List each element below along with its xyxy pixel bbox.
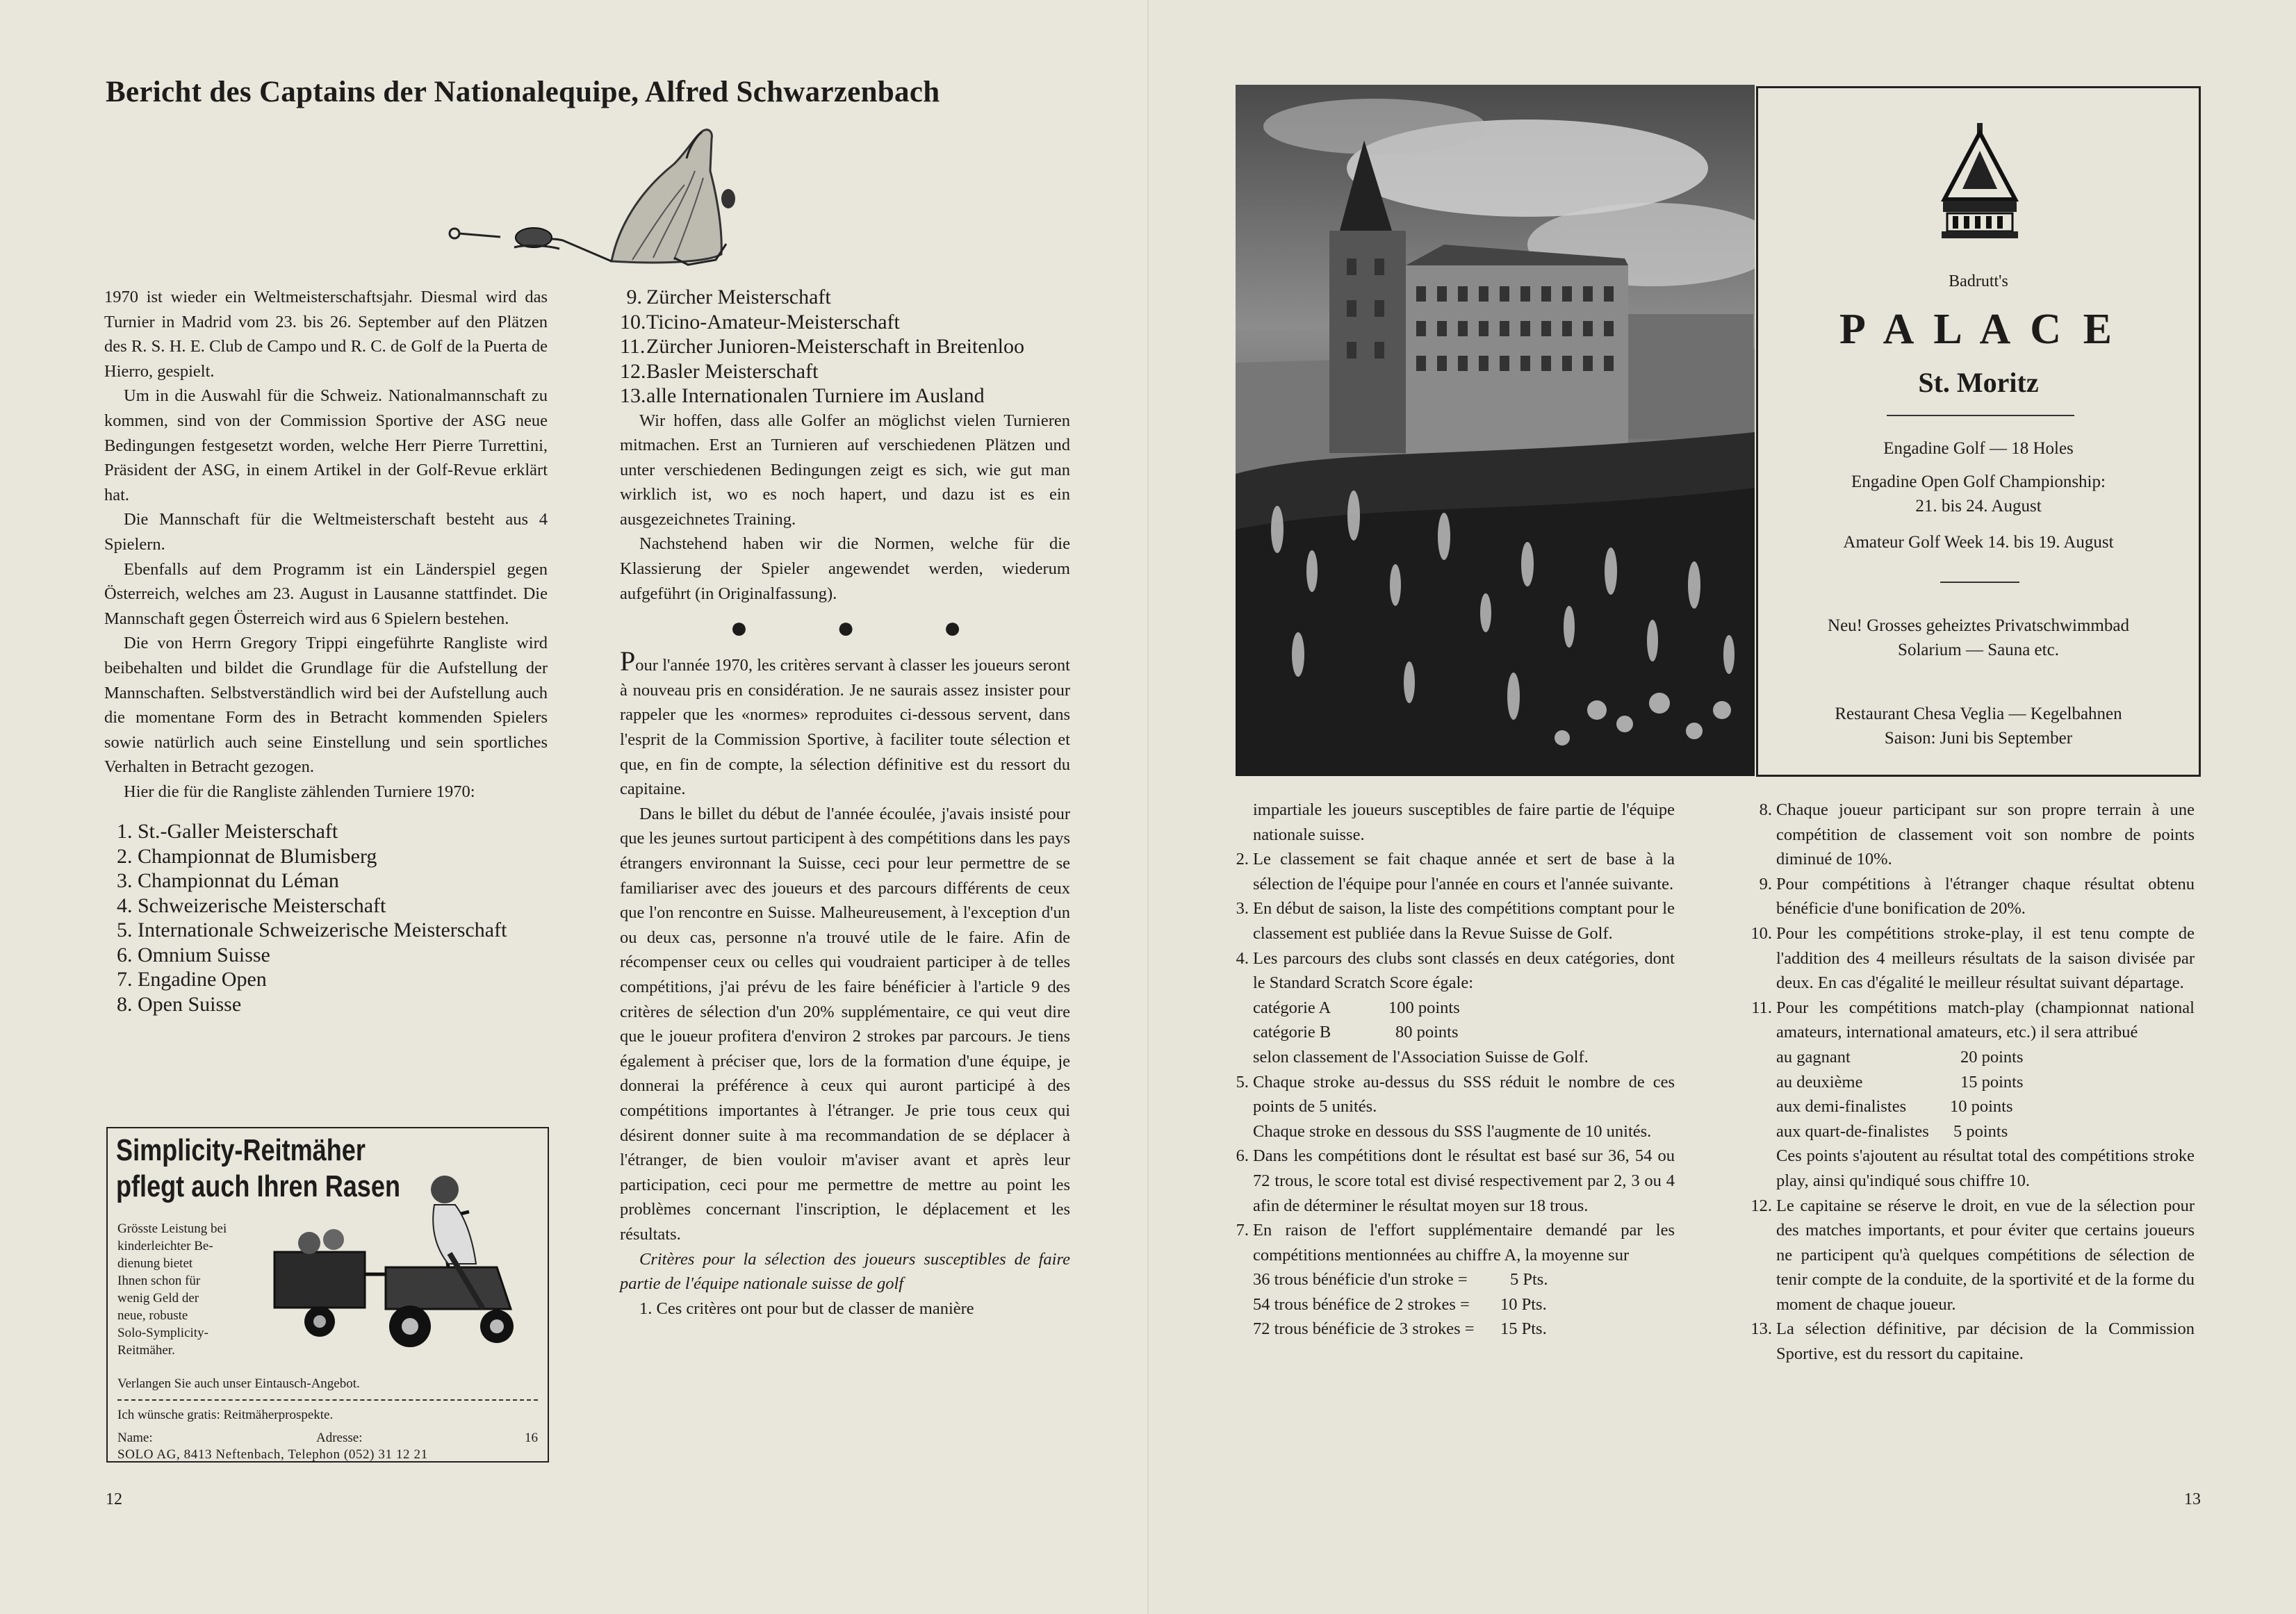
criteria-item: 12. Le capitaine se réserve le droit, en vue de la sélection pour des matches importants, et pour éviter que certains joueurs ne participent qu'à quelques compétitions de sélection de tenir compte de la conduite, de la sportivité et de la forme du moment de chaque joueur. — [1750, 1196, 2195, 1314]
criteria-item: 2. Le classement se fait chaque année et sert de base à la sélection de l'équipe pour l'année en cours et l'année suivante. — [1236, 850, 1675, 894]
golf-info: Engadine Golf — 18 Holes — [1883, 439, 2074, 458]
hotel-name: P A L A C E — [1839, 306, 2117, 353]
list-item: 2. Championnat de Blumisberg — [117, 844, 377, 868]
criteria-item: impartiale les joueurs susceptibles de faire partie de l'équipe nationale suisse. — [1253, 800, 1675, 844]
paragraph: 1970 ist wieder ein Weltmeisterschaftsjahr. Diesmal wird das Turnier in Madrid vom 23. bis 26. September auf den Plätzen des R. S. H. E. Club de Campo und R. C. de Golf de la Puerta de Hierro, gespielt. — [104, 288, 548, 381]
criteria-column-b — [1743, 798, 2195, 1367]
tournament-list-continued — [620, 285, 1070, 409]
separator-dots: ● ● ● — [730, 611, 1002, 645]
list-item: 11.Zürcher Junioren-Meisterschaft in Breitenloo — [620, 335, 1024, 358]
coupon-address-label: Adresse: — [316, 1431, 363, 1445]
amateur-week: Amateur Golf Week 14. bis 19. August — [1843, 533, 2114, 552]
list-item: 7. Engadine Open — [117, 968, 267, 991]
table-row: catégorie B 80 points — [1253, 1023, 1459, 1042]
criteria-item: 11. Pour les compétitions match-play (championnat national amateurs, international amateurs, etc.) il sera attribué — [1751, 998, 2195, 1042]
list-item: 6. Omnium Suisse — [117, 943, 270, 966]
criteria-item: 13. La sélection définitive, par décision de la Commission Sportive, est du ressort du capitaine. — [1750, 1319, 2195, 1364]
mower-advertisement — [106, 1127, 549, 1463]
hotel-owner: Badrutt's — [1949, 272, 2008, 290]
criteria-item: 4. Les parcours des clubs sont classés en deux catégories, dont le Standard Scratch Score égale: — [1236, 948, 1675, 993]
paragraph: Hier die für die Rangliste zählenden Turniere 1970: — [124, 782, 475, 801]
bonus-table — [1227, 1267, 1675, 1342]
criteria-item: Chaque stroke en dessous du SSS l'augmente de 10 unités. — [1253, 1121, 1652, 1141]
table-row: aux demi-finalistes 10 points — [1776, 1097, 2013, 1117]
list-item: 9. Zürcher Meisterschaft — [626, 286, 831, 308]
paragraph: Pour l'année 1970, les critères servant à classer les joueurs seront à nouveau pris en considération. Je ne saurais assez insister pour rappeler que les «normes» reproduites ci-dessous servent, dans l'esprit de la Commission Sportive, à faciliter toute sélection et que, en fin de compte, la sélection définitive est du ressort du capitaine. — [620, 645, 1070, 799]
page-number: 12 — [106, 1490, 122, 1508]
coupon-ref: 16 — [525, 1431, 538, 1445]
criteria-item: 10. Pour les compétitions stroke-play, il est tenu compte de l'addition des 4 meilleurs résultats de la saison divisée par deux. En cas d'égalité le meilleur résultat suivant départage. — [1750, 923, 2195, 993]
palace-tower-logo — [1940, 123, 2019, 241]
category-table — [1227, 996, 1675, 1070]
paragraph: Nachstehend haben wir die Normen, welche für die Klassierung der Spieler angewendet werden, wiederum aufgeführt (in Originalfassung). — [620, 534, 1070, 603]
article-title: Bericht des Captains der Nationalequipe, Alfred Schwarzenbach — [106, 76, 940, 108]
table-row: aux quart-de-finalistes 5 points — [1776, 1121, 2008, 1141]
paragraph: Ebenfalls auf dem Programm ist ein Länderspiel gegen Österreich, welches am 23. August in Lausanne stattfindet. Die Mannschaft gegen Österreich wird aus 6 Spielern bestehen. — [104, 559, 548, 628]
matchplay-table — [1743, 1045, 2195, 1144]
paragraph: 1. Ces critères ont pour but de classer de manière — [639, 1299, 974, 1318]
right-page — [1149, 0, 2296, 1614]
criteria-heading: Critères pour la sélection des joueurs susceptibles de faire partie de l'équipe nationale suisse de golf — [620, 1249, 1070, 1294]
criteria-item: 7. En raison de l'effort supplémentaire demandé par les compétitions mentionnées au chiffre A, la moyenne sur — [1236, 1221, 1675, 1265]
page-number: 13 — [2184, 1490, 2201, 1508]
lawn-tractor-image — [268, 1170, 539, 1378]
criteria-item: 3. En début de saison, la liste des compétitions comptant pour le classement est publiée dans la Revue Suisse de Golf. — [1236, 899, 1675, 943]
table-row: 36 trous bénéficie d'un stroke = 5 Pts. — [1253, 1270, 1548, 1290]
company-line: SOLO AG, 8413 Neftenbach, Telephon (052) 31 12 21 — [117, 1447, 428, 1462]
paragraph: Die von Herrn Gregory Trippi eingeführte Rangliste wird beibehalten und bildet die Grundlage für die Aufstellung der Mannschaften. Selbstverständlich wird bei der Aufstellung auch die momentane Form des in Betracht kommenden Spielers sowie natürlich auch seine Einstellung und sein sportliches Verhalten in Betracht gezogen. — [104, 634, 548, 777]
open-championship: Engadine Open Golf Championship: — [1851, 472, 2106, 491]
column-2 — [620, 285, 1070, 1321]
ad-body: Grösste Leistung bei kinderleichter Be- dienung bietet Ihnen schon für wenig Geld der neue, robuste Solo-Symplicity- Reitmäher. — [117, 1221, 227, 1358]
column-1 — [104, 285, 548, 1016]
list-item: 1. St.-Galler Meisterschaft — [117, 820, 338, 843]
criteria-item: 9. Pour compétitions à l'étranger chaque résultat obtenu bénéficie d'une bonification de 20%. — [1759, 874, 2195, 919]
criteria-item: 5. Chaque stroke au-dessus du SSS réduit le nombre de ces points de 5 unités. — [1236, 1072, 1675, 1117]
coupon-name-label: Name: — [117, 1431, 153, 1445]
list-item: 10.Ticino-Amateur-Meisterschaft — [620, 310, 900, 333]
table-row: 54 trous bénéfice de 2 strokes = 10 Pts. — [1253, 1294, 1547, 1314]
criteria-item: 8. Chaque joueur participant sur son propre terrain à une compétition de classement voit son nombre de points diminué de 10%. — [1759, 800, 2195, 869]
list-item: 13.alle Internationalen Turniere im Ausland — [620, 384, 985, 407]
ad-headline: Simplicity-Reitmäher pflegt auch Ihren Rasen — [116, 1133, 400, 1203]
divider — [1887, 415, 2074, 416]
coupon-text: Ich wünsche gratis: Reitmäherprospekte. — [117, 1408, 334, 1422]
paragraph: Um in die Auswahl für die Schweiz. Nationalmannschaft zu kommen, sind von der Commission Sportive der ASG neue Bedingungen festgesetzt worden, welche Herr Pierre Turrettini, Präsident der ASG, in einem Artikel in der Golf-Revue erklärt hat. — [104, 386, 548, 504]
coupon-divider — [117, 1399, 538, 1401]
list-item: 8. Open Suisse — [117, 992, 242, 1016]
category-note: selon classement de l'Association Suisse de Golf. — [1253, 1047, 1589, 1067]
hotel-advertisement — [1756, 86, 2201, 777]
ad-offer: Verlangen Sie auch unser Eintausch-Angebot. — [117, 1376, 360, 1391]
spa-info: Solarium — Sauna etc. — [1898, 641, 2059, 659]
list-item: 12.Basler Meisterschaft — [620, 359, 819, 383]
golfer-illustration — [445, 122, 737, 272]
divider — [1940, 582, 2019, 583]
paragraph: Wir hoffen, dass alle Golfer an möglichst vielen Turnieren mitmachen. Erst an Turnieren auf verschiedenen Plätzen und unter verschiedenen Bedingungen zeigt es sich, wie gut man wirklich ist, wo es noch hapert, und dazu ist es ein ausgezeichnetes Training. — [620, 411, 1070, 529]
table-row: 72 trous bénéficie de 3 strokes = 15 Pts. — [1253, 1319, 1547, 1339]
hotel-photo — [1236, 85, 1755, 776]
restaurant-info: Restaurant Chesa Veglia — Kegelbahnen — [1835, 705, 2122, 723]
list-item: 4. Schweizerische Meisterschaft — [117, 894, 386, 917]
paragraph: Dans le billet du début de l'année écoulée, j'avais insisté pour que les jeunes surtout participent à des compétitions dans les pays étrangers environnant la Suisse, ceci pour leur permettre de se familiariser avec des joueurs et des parcours différents de ceux que l'on rencontre en Suisse. Malheureusement, à l'exception d'un ou deux cas, personne n'a trouvé utile de le faire. Afin de récompenser ceux ou celles qui voudraient participer à de telles compétitions, j'ai prévu de les faire bénéficier à l'article 9 des critères de sélection d'un 20% supplémentaire, ce qui veut dire que le joueur profitera d'environ 2 strokes par parcours. Je tiens également à préciser que, lors de la formation d'une équipe, je donnerai la préférence à ceux qui auront participé à des compétitions importantes à l'étranger. Je prie tous ceux qui désirent donner suite à ma recommandation de se déplacer à l'étranger, de bien vouloir m'aviser avant et après leur participation, ceci pour me permettre de mettre au point les problèmes concernant l'inscription, le déplacement et les résultats. — [620, 804, 1070, 1244]
left-page — [0, 0, 1147, 1614]
season-info: Saison: Juni bis September — [1884, 729, 2073, 748]
list-item: 3. Championnat du Léman — [117, 869, 339, 893]
criteria-item: 6. Dans les compétitions dont le résultat est basé sur 36, 54 ou 72 trous, le score total est divisé respectivement par 2, 3 ou 4 afin de déterminer le résultat moyen sur 18 trous. — [1236, 1146, 1675, 1215]
table-row: au gagnant 20 points — [1776, 1047, 2024, 1067]
criteria-item: Ces points s'ajoutent au résultat total des compétitions stroke play, ainsi qu'indiqué sous chiffre 10. — [1776, 1146, 2195, 1190]
list-item: 5. Internationale Schweizerische Meisterschaft — [117, 919, 507, 942]
paragraph: Die Mannschaft für die Weltmeisterschaft besteht aus 4 Spielern. — [104, 510, 548, 554]
table-row: catégorie A 100 points — [1253, 998, 1460, 1017]
tournament-list — [104, 819, 548, 1016]
table-row: au deuxième 15 points — [1776, 1072, 2024, 1092]
hotel-location: St. Moritz — [1918, 367, 2039, 398]
pool-info: Neu! Grosses geheiztes Privatschwimmbad — [1828, 616, 2129, 635]
criteria-column-a — [1227, 798, 1675, 1342]
open-dates: 21. bis 24. August — [1915, 497, 2042, 516]
